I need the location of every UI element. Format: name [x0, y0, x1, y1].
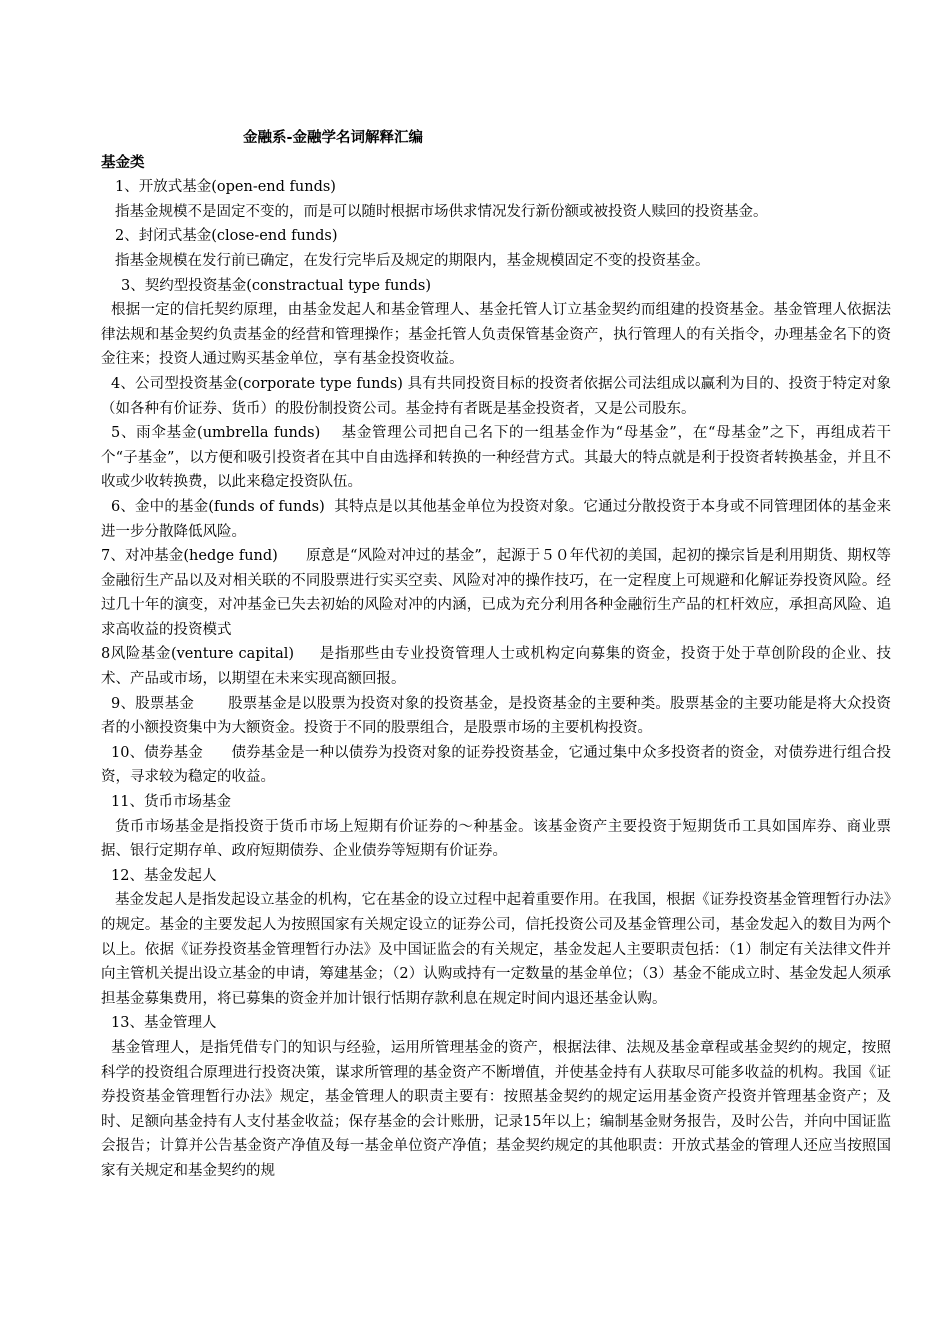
document-title: 金融系-金融学名词解释汇编 [243, 129, 424, 146]
paragraph: 2、封闭式基金(close-end funds) [115, 228, 338, 245]
paragraph: 5、雨伞基金(umbrella funds) 基金管理公司把自己名下的一组基金作为“母基金”，在“母基金”之下，再组成若干个“子基金”，以方便和吸引投资者在其中自由选择和转换的一种经营方式。其最大的特点就是利于投资者转换基金，并且不收或少收转换费，以此来稳定投资队伍。 [101, 425, 891, 491]
paragraph: 7、对冲基金(hedge fund) 原意是“风险对冲过的基金”，起源于５０年代初的美国，起初的操宗旨是利用期货、期权等金融衍生产品以及对相关联的不同股票进行实买空卖、风险对冲的操作技巧，在一定程度上可规避和化解证券投资风险。经过几十年的演变，对冲基金已失去初始的风险对冲的内涵，已成为充分利用各种金融衍生产品的杠杆效应，承担高风险、追求高收益的投资模式 [101, 548, 891, 638]
paragraph: 6、金中的基金(funds of funds) 其特点是以其他基金单位为投资对象。它通过分散投资于本身或不同管理团体的基金来进一步分散降低风险。 [101, 498, 891, 540]
paragraph: 11、货币市场基金 [111, 794, 231, 811]
paragraph: 指基金规模不是固定不变的，而是可以随时根据市场供求情况发行新份额或被投资人赎回的投资基金。 [115, 203, 768, 220]
paragraph: 9、股票基金 股票基金是以股票为投资对象的投资基金，是投资基金的主要种类。股票基金的主要功能是将大众投资者的小额投资集中为大额资金。投资于不同的股票组合，是股票市场的主要机构投资。 [101, 695, 891, 737]
section-title: 基金类 [101, 153, 145, 171]
paragraph: 3、契约型投资基金(constractual type funds) [121, 277, 432, 294]
paragraph-list [101, 175, 891, 1183]
paragraph: 指基金规模在发行前已确定，在发行完毕后及规定的期限内，基金规模固定不变的投资基金。 [115, 252, 710, 269]
paragraph: 货币市场基金是指投资于货币市场上短期有价证券的～种基金。该基金资产主要投资于短期货币工具如国库券、商业票据、银行定期存单、政府短期债券、企业债券等短期有价证券。 [101, 818, 891, 860]
paragraph: 基金发起人是指发起设立基金的机构，它在基金的设立过程中起着重要作用。在我国，根据《证券投资基金管理暂行办法》的规定。基金的主要发起人为按照国家有关规定设立的证券公司，信托投资公司及基金管理公司，基金发起入的数目为两个以上。依据《证券投资基金管理暂行办法》及中国证监会的有关规定，基金发起人主要职责包括：（1）制定有关法律文件并向主管机关提出设立基金的申请，筹建基金；（2）认购或持有一定数量的基金单位；（3）基金不能成立时、基金发起人须承担基金募集费用，将已募集的资金并加计银行恬期存款利息在规定时间内退还基金认购。 [101, 892, 891, 1007]
paragraph: 13、基金管理人 [111, 1015, 217, 1032]
paragraph: 1、开放式基金(open-end funds) [115, 179, 336, 196]
paragraph: 8风险基金(venture capital) 是指那些由专业投资管理人士或机构定向募集的资金，投资于处于草创阶段的企业、技术、产品或市场，以期望在未来实现高额回报。 [101, 646, 891, 688]
paragraph: 根据一定的信托契约原理，由基金发起人和基金管理人、基金托管人订立基金契约而组建的投资基金。基金管理人依据法律法规和基金契约负责基金的经营和管理操作；基金托管人负责保管基金资产，执行管理人的有关指令，办理基金名下的资金往来；投资人通过购买基金单位，享有基金投资收益。 [101, 302, 891, 368]
paragraph: 基金管理人，是指凭借专门的知识与经验，运用所管理基金的资产，根据法律、法规及基金章程或基金契约的规定，按照科学的投资组合原理进行投资决策，谋求所管理的基金资产不断增值，并使基金持有人获取尽可能多收益的机构。我国《证券投资基金管理暂行办法》规定，基金管理人的职责主要有：按照基金契约的规定运用基金资产投资并管理基金资产；及时、足额向基金持有人支付基金收益；保存基金的会计账册，记录15年以上；编制基金财务报告，及时公告，并向中国证监会报告；计算并公告基金资产净值及每一基金单位资产净值；基金契约规定的其他职责：开放式基金的管理人还应当按照国家有关规定和基金契约的规 [101, 1039, 891, 1179]
paragraph: 4、公司型投资基金(corporate type funds) 具有共同投资目标的投资者依据公司法组成以赢利为目的、投资于特定对象（如各种有价证券、货币）的股份制投资公司。基金持有者既是基金投资者，又是公司股东。 [101, 375, 891, 417]
paragraph: 10、债券基金 债券基金是一种以债券为投资对象的证券投资基金，它通过集中众多投资者的资金，对债券进行组合投资，寻求较为稳定的收益。 [101, 744, 891, 786]
paragraph: 12、基金发起人 [111, 867, 217, 884]
document-page [101, 126, 891, 1184]
